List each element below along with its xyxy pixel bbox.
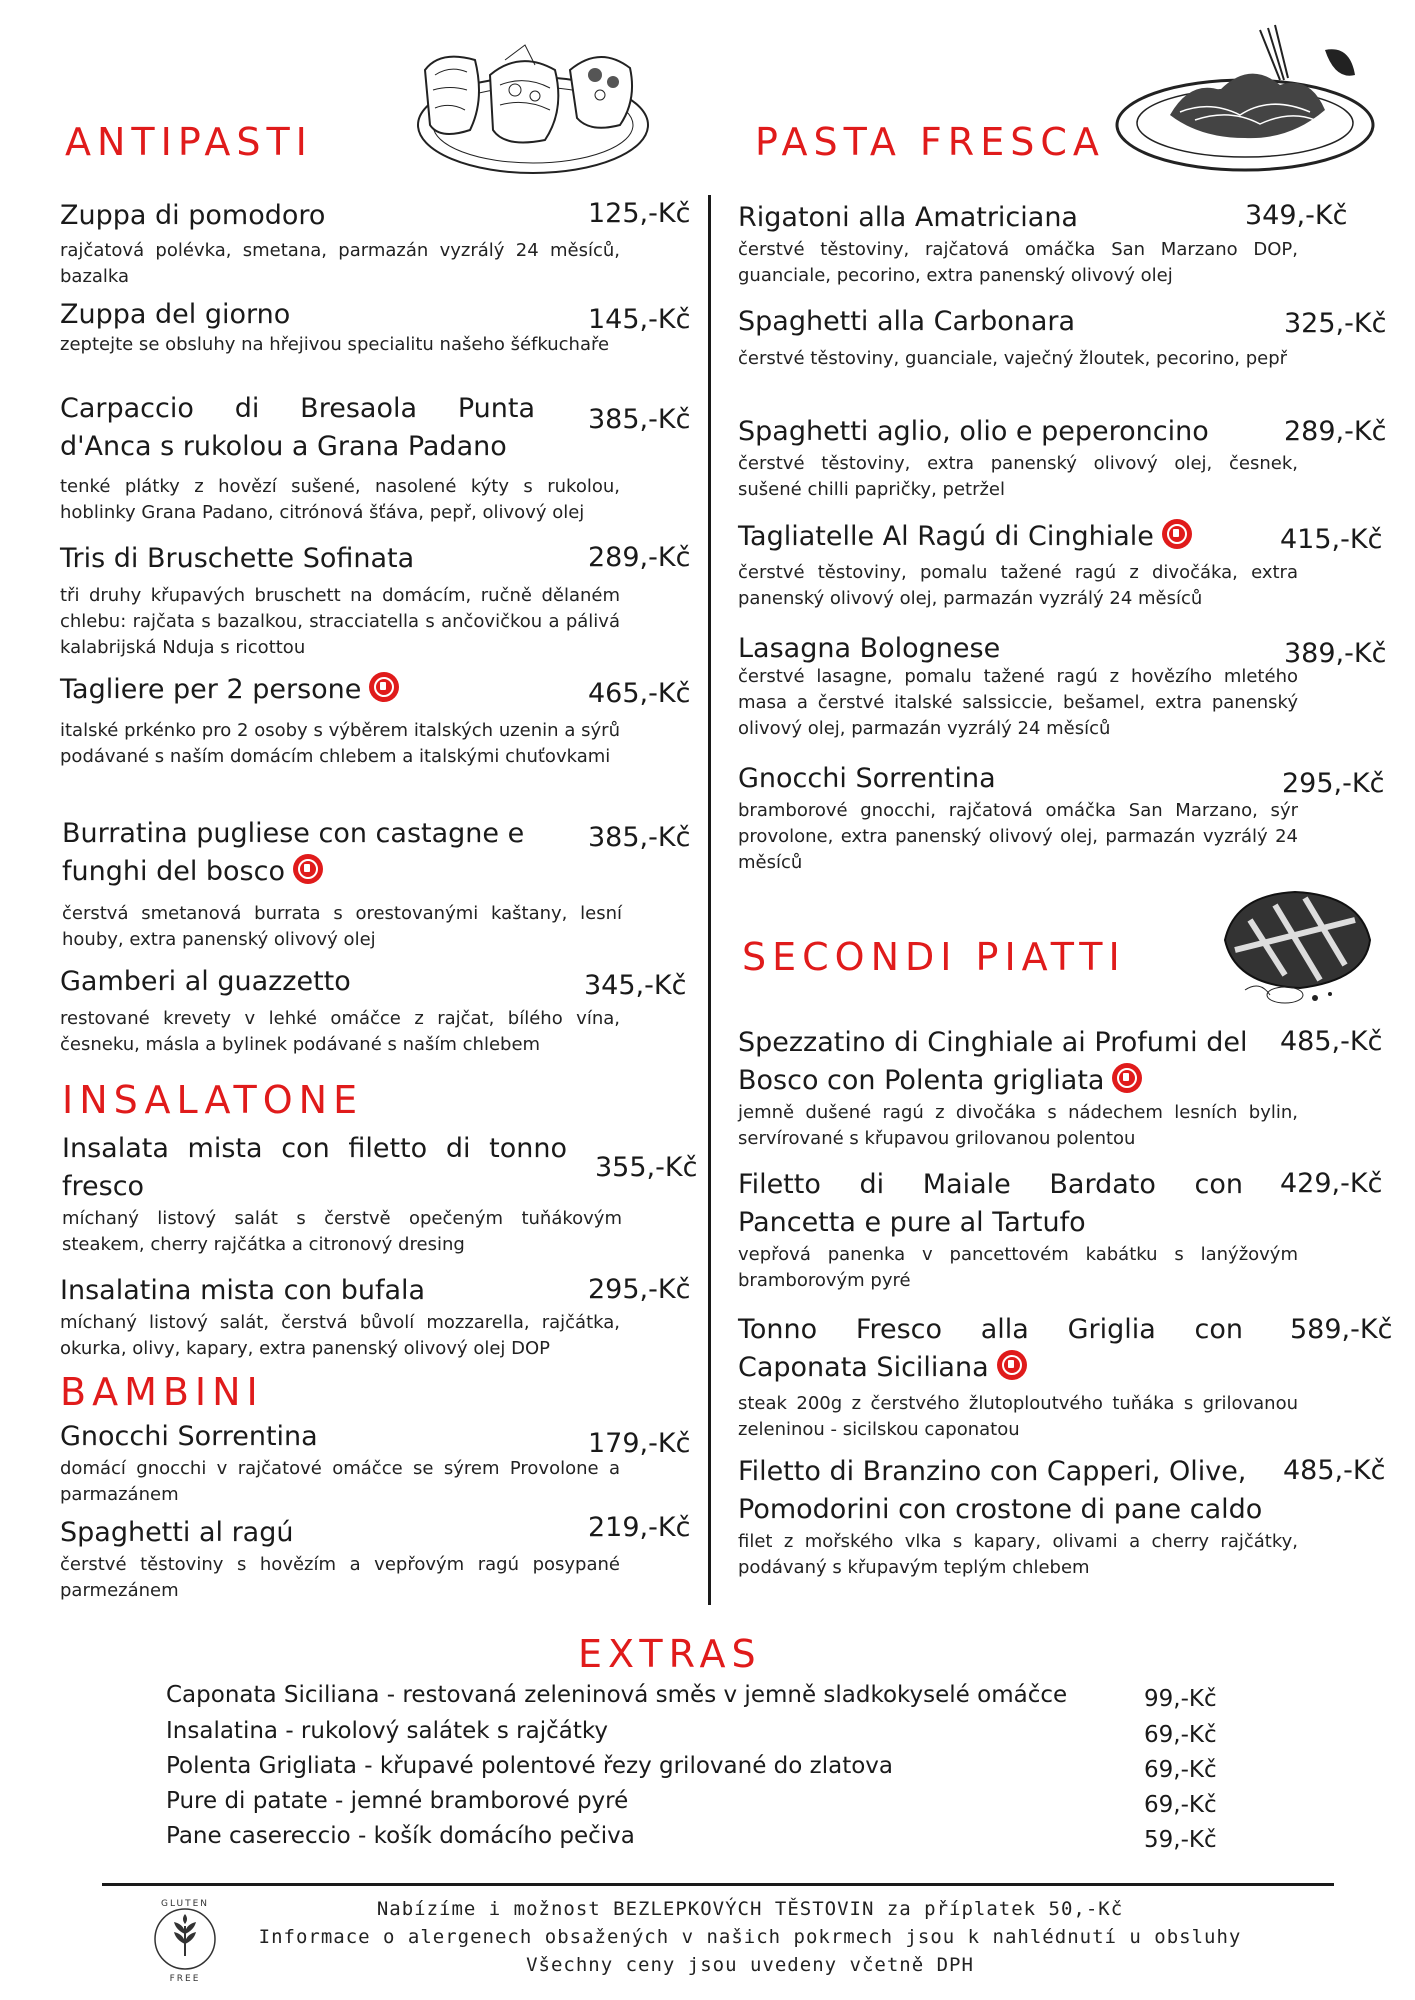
item-name: Spaghetti al ragú: [60, 1517, 294, 1548]
item-price: 325,-Kč: [1284, 308, 1387, 339]
item-name: Filetto di Branzino con Capperi, Olive, Pomodorini con crostone di pane caldo: [738, 1456, 1263, 1525]
extras-price: 69,-Kč: [1144, 1792, 1217, 1818]
item-description: tenké plátky z hovězí sušené, nasolené kýty s rukolou, hoblinky Grana Padano, citrónová šťáva, pepř, olivový olej: [60, 476, 620, 523]
extras-row: [166, 1682, 1216, 1716]
item-description: tři druhy křupavých bruschett na domácím, ručně dělaném chlebu: rajčata s bazalkou, stracciatella s ančovičkou a pálivá kalabrijská Nduja s ricottou: [60, 585, 620, 658]
item-description: filet z mořského vlka s kapary, olivami a cherry rajčátky, podávaný s křupavým teplým chlebem: [738, 1531, 1298, 1578]
menu-item: [60, 197, 620, 290]
item-description: čerstvé těstoviny, extra panenský olivový olej, česnek, sušené chilli papričky, petržel: [738, 453, 1298, 500]
section-heading-secondi-piatti: SECONDI PIATTI: [742, 935, 1126, 979]
item-price: 485,-Kč: [1283, 1455, 1386, 1486]
item-name: Gnocchi Sorrentina: [738, 763, 996, 794]
extras-label: Pane casereccio - košík domácího pečiva: [166, 1823, 635, 1849]
item-price: 589,-Kč: [1290, 1314, 1393, 1345]
item-price: 295,-Kč: [1282, 768, 1385, 799]
menu-item: [738, 1024, 1298, 1152]
item-price: 389,-Kč: [1284, 638, 1387, 669]
thumbs-up-icon: [997, 1350, 1027, 1380]
item-price: 349,-Kč: [1245, 200, 1348, 231]
section-heading-insalatone: INSALATONE: [62, 1078, 364, 1122]
bruschetta-illustration: [405, 30, 655, 180]
extras-row: [166, 1823, 1216, 1857]
menu-item: [60, 671, 620, 770]
item-name: Spaghetti aglio, olio e peperoncino: [738, 416, 1209, 447]
item-description: míchaný listový salát, čerstvá bůvolí mozzarella, rajčátka, okurka, olivy, kapary, extra panenský olivový olej DOP: [60, 1312, 620, 1359]
item-description: čerstvé lasagne, pomalu tažené ragú z hovězího mletého masa a čerstvé italské salssiccie, bešamel, extra panenský olivový olej, parmazán vyzrálý 24 měsíců: [738, 666, 1298, 739]
item-description: bramborové gnocchi, rajčatová omáčka San Marzano, sýr provolone, extra panenský olivový olej, parmazán vyzrálý 24 měsíců: [738, 800, 1298, 873]
item-name: Filetto di Maiale Bardato con Pancetta e pure al Tartufo: [738, 1169, 1243, 1238]
menu-item: [738, 199, 1298, 289]
menu-item: [60, 1272, 620, 1362]
item-price: 295,-Kč: [588, 1274, 691, 1305]
item-description: jemně dušené ragú z divočáka s nádechem lesních bylin, servírované s křupavou grilovanou polentou: [738, 1102, 1298, 1149]
item-name: Gamberi al guazzetto: [60, 966, 351, 997]
item-description: čerstvé těstoviny, pomalu tažené ragú z divočáka, extra panenský olivový olej, parmazán vyzrálý 24 měsíců: [738, 562, 1298, 609]
item-description: steak 200g z čerstvého žlutoploutvého tuňáka s grilovanou zeleninou - sicilskou caponatou: [738, 1393, 1298, 1440]
item-description: italské prkénko pro 2 osoby s výběrem italských uzenin a sýrů podávané s naším domácím chlebem a italskými chuťovkami: [60, 720, 620, 767]
item-name: Zuppa di pomodoro: [60, 200, 326, 231]
menu-item: [60, 1418, 620, 1508]
item-name: Tagliere per 2 persone: [60, 674, 362, 705]
thumbs-up-icon: [1112, 1063, 1142, 1093]
item-name: Tonno Fresco alla Griglia con Caponata Siciliana: [738, 1314, 1243, 1383]
extras-label: Caponata Siciliana - restovaná zeleninová směs v jemně sladkokyselé omáčce: [166, 1682, 1068, 1708]
item-name: Burratina pugliese con castagne e funghi del bosco: [62, 818, 525, 887]
item-description: čerstvé těstoviny, rajčatová omáčka San Marzano DOP, guanciale, pecorino, extra panenský olivový olej: [738, 239, 1298, 286]
section-heading-pasta-fresca: PASTA FRESCA: [755, 120, 1105, 164]
menu-item: [738, 630, 1298, 742]
menu-item: [60, 540, 620, 661]
section-heading-bambini: BAMBINI: [60, 1370, 264, 1414]
item-price: 385,-Kč: [588, 822, 691, 853]
item-name: Zuppa del giorno: [60, 299, 291, 330]
item-name: Tris di Bruschette Sofinata: [60, 543, 415, 574]
extras-price: 59,-Kč: [1144, 1827, 1217, 1853]
menu-item: [62, 815, 622, 953]
item-description: míchaný listový salát s čerstvě opečeným tuňákovým steakem, cherry rajčátka a citronový dresing: [62, 1208, 622, 1255]
steak-illustration: [1205, 880, 1380, 1010]
menu-item: [738, 518, 1298, 612]
menu-item: [738, 1453, 1298, 1581]
item-description: čerstvé těstoviny, guanciale, vaječný žloutek, pecorino, pepř: [738, 348, 1288, 369]
item-price: 415,-Kč: [1280, 524, 1383, 555]
footer-vat-note: Všechny ceny jsou uvedeny včetně DPH: [526, 1954, 974, 1976]
item-price: 355,-Kč: [595, 1152, 698, 1183]
extras-row: [166, 1788, 1216, 1822]
item-price: 385,-Kč: [588, 404, 691, 435]
section-heading-extras: EXTRAS: [578, 1632, 762, 1676]
gluten-label: GLUTEN: [160, 1899, 210, 1909]
item-name: Insalata mista con filetto di tonno fresco: [62, 1133, 567, 1202]
extras-row: [166, 1718, 1216, 1752]
item-price: 145,-Kč: [588, 304, 691, 335]
item-price: 429,-Kč: [1280, 1168, 1383, 1199]
section-heading-antipasti: ANTIPASTI: [65, 120, 313, 164]
menu-item: [62, 1130, 622, 1258]
item-description: vepřová panenka v pancettovém kabátku s lanýžovým bramborovým pyré: [738, 1244, 1298, 1291]
spaghetti-illustration: [1110, 20, 1380, 180]
item-name: Tagliatelle Al Ragú di Cinghiale: [738, 521, 1154, 552]
item-price: 485,-Kč: [1280, 1026, 1383, 1057]
item-name: Spezzatino di Cinghiale ai Profumi del Bosco con Polenta grigliata: [738, 1027, 1248, 1096]
extras-price: 69,-Kč: [1144, 1757, 1217, 1783]
menu-item: [60, 963, 620, 1058]
extras-label: Polenta Grigliata - křupavé polentové řezy grilované do zlatova: [166, 1753, 893, 1779]
item-description: rajčatová polévka, smetana, parmazán vyzrálý 24 měsíců, bazalka: [60, 240, 620, 287]
extras-label: Pure di patate - jemné bramborové pyré: [166, 1788, 629, 1814]
item-description: domácí gnocchi v rajčatové omáčce se sýrem Provolone a parmazánem: [60, 1458, 620, 1505]
extras-label: Insalatina - rukolový salátek s rajčátky: [166, 1718, 608, 1744]
extras-price: 69,-Kč: [1144, 1722, 1217, 1748]
item-description: restované krevety v lehké omáčce z rajčat, bílého vína, česneku, másla a bylinek podávané s naším chlebem: [60, 1008, 620, 1055]
item-name: Insalatina mista con bufala: [60, 1275, 426, 1306]
item-name: Rigatoni alla Amatriciana: [738, 202, 1078, 233]
menu-item: [738, 1166, 1298, 1294]
thumbs-up-icon: [293, 854, 323, 884]
item-name: Lasagna Bolognese: [738, 633, 1001, 664]
column-divider: [708, 195, 711, 1605]
menu-item: [738, 760, 1298, 876]
item-description: čerstvé těstoviny s hovězím a vepřovým ragú posypané parmezánem: [60, 1554, 620, 1601]
footer-allergen-note: Informace o alergenech obsažených v našich pokrmech jsou k nahlédnutí u obsluhy: [258, 1926, 1242, 1948]
item-description: čerstvá smetanová burrata s orestovanými kaštany, lesní houby, extra panenský olivový olej: [62, 903, 622, 950]
menu-item: [738, 413, 1298, 503]
menu-item: [60, 296, 620, 358]
item-price: 179,-Kč: [588, 1428, 691, 1459]
item-price: 345,-Kč: [584, 970, 687, 1001]
item-price: 125,-Kč: [588, 198, 691, 229]
item-name: Gnocchi Sorrentina: [60, 1421, 318, 1452]
footer-gluten-free-note: Nabízíme i možnost BEZLEPKOVÝCH TĚSTOVIN za příplatek 50,-Kč: [376, 1898, 1124, 1920]
item-description: zeptejte se obsluhy na hřejivou specialitu našeho šéfkuchaře: [60, 334, 610, 355]
item-price: 289,-Kč: [1284, 416, 1387, 447]
menu-item: [60, 1514, 620, 1604]
item-price: 289,-Kč: [588, 542, 691, 573]
extras-row: [166, 1753, 1216, 1787]
thumbs-up-icon: [369, 672, 399, 702]
item-price: 465,-Kč: [588, 678, 691, 709]
extras-price: 99,-Kč: [1144, 1686, 1217, 1712]
menu-item: [60, 390, 620, 526]
free-label: FREE: [169, 1974, 201, 1984]
item-name: Carpaccio di Bresaola Punta d'Anca s rukolou a Grana Padano: [60, 393, 535, 462]
menu-item: [738, 1311, 1298, 1443]
item-price: 219,-Kč: [588, 1512, 691, 1543]
footer-divider: [102, 1883, 1334, 1886]
item-name: Spaghetti alla Carbonara: [738, 306, 1076, 337]
menu-item: [738, 303, 1298, 372]
thumbs-up-icon: [1162, 519, 1192, 549]
